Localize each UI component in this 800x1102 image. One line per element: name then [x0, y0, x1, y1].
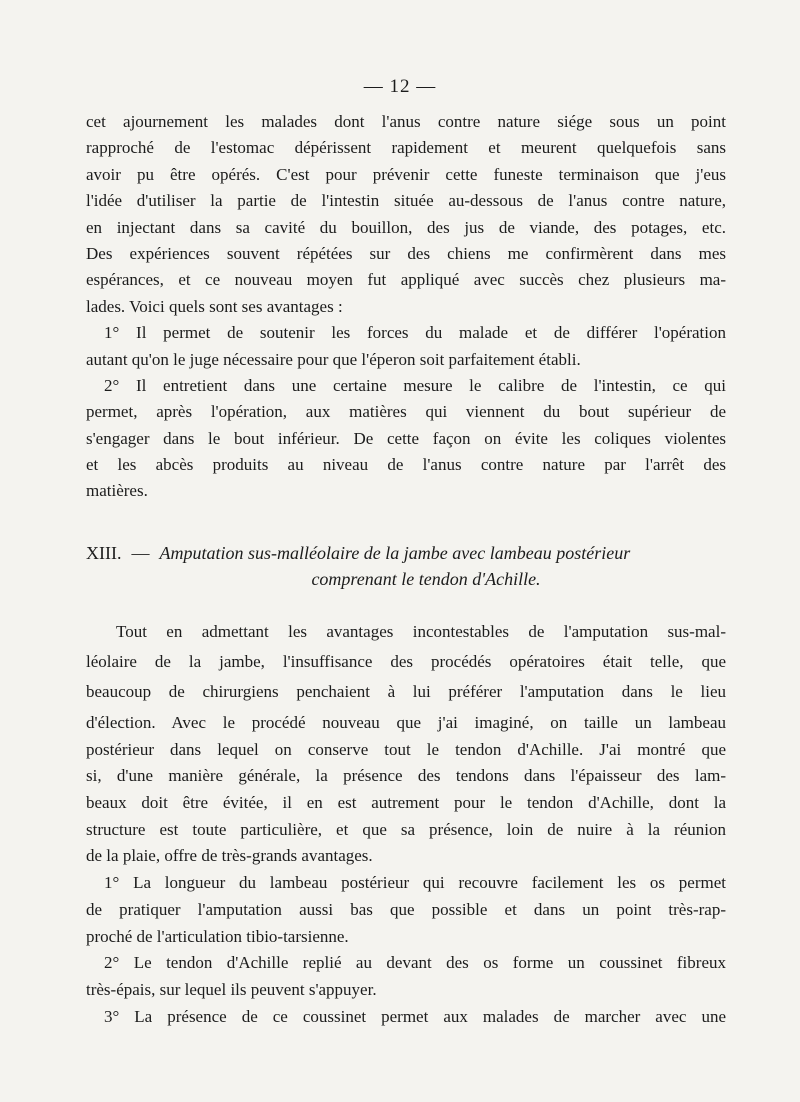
text-line: beaucoup de chirurgiens penchaient à lui préférer l'amputation dans le lieu — [86, 682, 726, 701]
section-title-line-2: comprenant le tendon d'Achille. — [311, 569, 541, 589]
text-line: rapproché de l'estomac dépérissent rapidement et meurent quelquefois sans — [86, 138, 726, 158]
text-block-amputation — [86, 710, 726, 1030]
text-line: lades. Voici quels sont ses avantages : — [86, 296, 343, 316]
text-line: cet ajournement les malades dont l'anus contre nature siége sous un point — [86, 112, 726, 131]
text-line: et les abcès produits au niveau de l'anus contre nature par l'arrêt des — [86, 455, 726, 475]
text-line: s'engager dans le bout inférieur. De cette façon on évite les coliques violentes — [86, 428, 726, 448]
text-line: Des expériences souvent répétées sur des chiens me confirmèrent dans mes — [86, 243, 726, 263]
text-line: très-épais, sur lequel ils peuvent s'appuyer. — [86, 979, 377, 999]
text-line: avoir pu être opérés. C'est pour prévenir cette funeste terminaison que j'eus — [86, 164, 726, 184]
section-heading — [86, 540, 726, 592]
text-line: 3° La présence de ce coussinet permet aux malades de marcher avec une — [104, 1006, 726, 1026]
text-block-intestine — [86, 109, 726, 505]
text-line: structure est toute particulière, et que sa présence, loin de nuire à la réunion — [86, 819, 726, 839]
text-line: si, d'une manière générale, la présence des tendons dans l'épaisseur des lam- — [86, 766, 726, 786]
text-line: matières. — [86, 481, 148, 501]
text-line: permet, après l'opération, aux matières qui viennent du bout supérieur de — [86, 402, 726, 422]
text-line: Tout en admettant les avantages incontestables de l'amputation sus-mal- — [116, 622, 726, 641]
text-line: autant qu'on le juge nécessaire pour que l'éperon soit parfaitement établi. — [86, 349, 581, 369]
section-heading-line-1 — [86, 540, 726, 566]
text-line: beaux doit être évitée, il en est autrement pour le tendon d'Achille, dont la — [86, 793, 726, 813]
text-line: 1° La longueur du lambeau postérieur qui recouvre facilement les os permet — [104, 873, 726, 893]
text-line: espérances, et ce nouveau moyen fut appliqué avec succès chez plusieurs ma- — [86, 270, 726, 290]
text-line: 1° Il permet de soutenir les forces du malade et de différer l'opération — [104, 323, 726, 343]
text-line: léolaire de la jambe, l'insuffisance des procédés opératoires était telle, que — [86, 652, 726, 671]
section-title-line-1: Amputation sus-malléolaire de la jambe avec lambeau postérieur — [159, 543, 631, 563]
text-line: d'élection. Avec le procédé nouveau que j'ai imaginé, on taille un lambeau — [86, 713, 726, 732]
text-line: de la plaie, offre de très-grands avantages. — [86, 846, 373, 866]
text-line: 2° Il entretient dans une certaine mesure le calibre de l'intestin, ce qui — [104, 375, 726, 395]
text-line: proché de l'articulation tibio-tarsienne. — [86, 926, 349, 946]
text-line: en injectant dans sa cavité du bouillon, des jus de viande, des potages, etc. — [86, 217, 726, 237]
text-line: de pratiquer l'amputation aussi bas que possible et dans un point très-rap- — [86, 899, 726, 919]
section-dash: — — [131, 543, 150, 563]
text-line: postérieur dans lequel on conserve tout le tendon d'Achille. J'ai montré que — [86, 739, 726, 759]
section-numeral: XIII. — [86, 543, 122, 563]
text-line: 2° Le tendon d'Achille replié au devant des os forme un coussinet fibreux — [104, 953, 726, 973]
text-line: l'idée d'utiliser la partie de l'intestin située au-dessous de l'anus contre nature, — [86, 191, 726, 211]
page-number: — 12 — — [363, 76, 437, 97]
text-block-amputation-intro — [86, 617, 726, 707]
